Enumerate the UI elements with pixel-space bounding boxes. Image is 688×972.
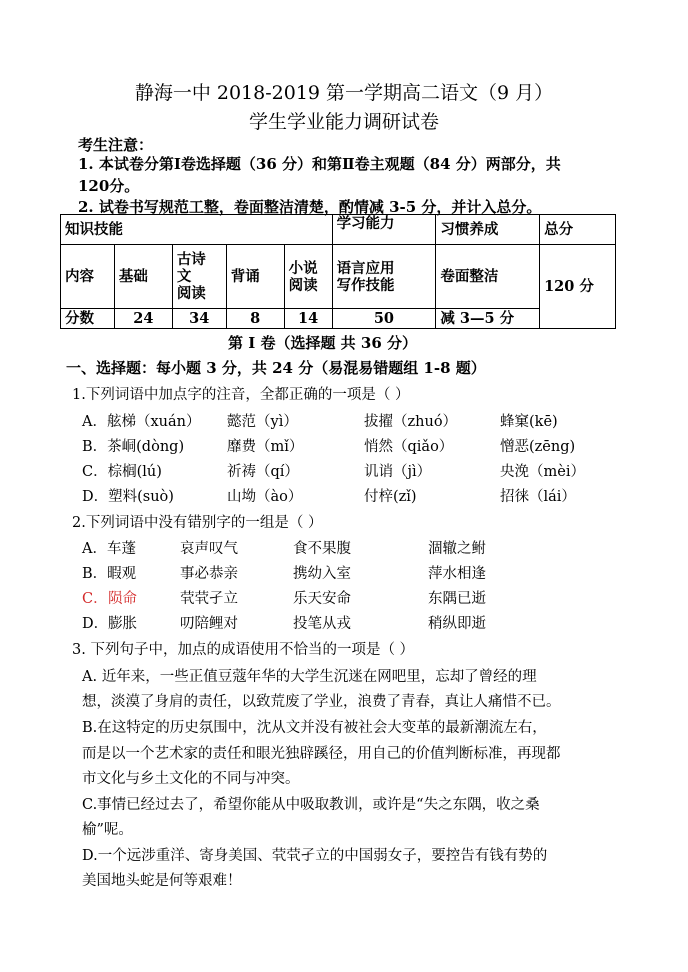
cell-s5: 50 [332, 309, 436, 329]
cell-s4: 14 [284, 309, 332, 329]
cell-juanmian: 卷面整洁 [436, 245, 540, 309]
q2-a-1: A．车蓬 [82, 541, 136, 557]
q1-d-4: 招徕（lái） [500, 489, 576, 505]
cell-beisong: 背诵 [226, 245, 284, 309]
q2-a-2: 哀声叹气 [180, 541, 238, 557]
q2-c-3: 乐天安命 [293, 591, 351, 607]
q2-a-3: 食不果腹 [293, 541, 351, 557]
q2-c-4: 东隅已逝 [428, 591, 486, 607]
q3-d-line1: D.一个远涉重洋、寄身美国、茕茕孑立的中国弱女子，要控告有钱有势的 [82, 848, 548, 864]
q1-a-1: A．舷梯（xuán） [82, 414, 201, 430]
q1-b-1: B．茶峒(dòng) [82, 439, 185, 455]
cell-xuexi: 学习能力 [332, 215, 436, 245]
q1-d-2: 山坳（ào） [227, 489, 303, 505]
cell-xiguan: 习惯养成 [436, 215, 540, 245]
q2-d-2: 叨陪鲤对 [180, 616, 238, 632]
cell-zhishi: 知识技能 [61, 215, 333, 245]
cell-fenshu: 分数 [61, 309, 115, 329]
q3-stem: 3. 下列句子中，加点的成语使用不恰当的一项是（ ） [72, 642, 415, 658]
q2-d-label: D． [82, 616, 109, 632]
q3-b-line1: B.在这特定的历史氛围中，沈从文并没有被社会大变革的最新潮流左右， [82, 720, 547, 736]
notice-1a: 1. 本试卷分第Ⅰ卷选择题（36 分）和第Ⅱ卷主观题（84 分）两部分，共 [78, 155, 561, 173]
q1-d-1: D．塑料(suò) [82, 489, 174, 505]
q2-d-1: 膨胀 [108, 616, 137, 632]
cell-gushi: 古诗 文 阅读 [172, 245, 226, 309]
cell-jichu: 基础 [114, 245, 172, 309]
section1-heading: 一、选择题：每小题 3 分，共 24 分（易混易错题组 1-8 题） [66, 359, 486, 377]
q2-b-4: 萍水相逢 [428, 566, 486, 582]
q1-c-1: C．棕榈(lú) [82, 464, 162, 480]
q1-stem: 1.下列词语中加点字的注音，全都正确的一项是（ ） [72, 387, 410, 403]
q2-stem: 2.下列词语中没有错别字的一组是（ ） [72, 515, 323, 531]
cell-s6: 减 3—5 分 [436, 309, 540, 329]
cell-s2: 34 [172, 309, 226, 329]
score-table [60, 214, 616, 329]
cell-s1: 24 [114, 309, 172, 329]
q2-b-1: B．暇观 [82, 566, 137, 582]
q3-a-line2: 想，淡漠了身肩的责任，以致荒废了学业，浪费了青春，真让人痛惜不已。 [82, 694, 561, 710]
q3-c-line2: 榆”呢。 [82, 822, 133, 838]
q3-c-line1: C.事情已经过去了，希望你能从中吸取教训，或许是“失之东隅，收之桑 [82, 797, 540, 813]
q2-d-4: 稍纵即逝 [428, 616, 486, 632]
q1-a-2: 懿范（yì） [227, 414, 298, 430]
title-line-1: 静海一中 2018-2019 第一学期高二语文（9 月） [134, 82, 554, 104]
cell-s3: 8 [226, 309, 284, 329]
q3-b-line2: 而是以一个艺术家的责任和眼光独辟蹊径，用自己的价值判断标准，再现都 [82, 746, 561, 762]
notice-1b: 120分。 [78, 177, 140, 195]
q2-b-3: 携幼入室 [293, 566, 351, 582]
q1-c-4: 央浼（mèi） [500, 464, 585, 480]
q2-c-2: 茕茕孑立 [180, 591, 238, 607]
q1-d-3: 付梓(zǐ) [364, 489, 417, 505]
title-line-2: 学生学业能力调研试卷 [248, 111, 439, 133]
cell-xiaoshuo: 小说 阅读 [284, 245, 332, 309]
q1-b-3: 悄然（qiǎo） [364, 439, 454, 455]
q3-b-line3: 市文化与乡土文化的不同与冲突。 [82, 771, 300, 787]
q1-a-4: 蜂窠(kē) [500, 414, 558, 430]
q2-a-4: 涸辙之鲋 [428, 541, 486, 557]
notice-2: 2. 试卷书写规范工整，卷面整洁清楚，酌情减 3-5 分，并计入总分。 [78, 198, 542, 216]
q1-a-3: 拔擢（zhuó） [364, 414, 458, 430]
q1-b-2: 靡费（mǐ） [227, 439, 304, 455]
q3-a-line1: A. 近年来，一些正值豆蔻年华的大学生沉迷在网吧里，忘却了曾经的理 [82, 669, 537, 685]
q1-b-4: 憎恶(zēng) [500, 439, 576, 455]
q2-c-1: 陨命 [108, 591, 137, 607]
q2-c-label: C． [82, 591, 108, 607]
notice-heading: 考生注意： [78, 136, 154, 154]
cell-total: 120 分 [540, 245, 616, 329]
part1-heading: 第 Ⅰ 卷（选择题 共 36 分） [228, 334, 418, 352]
cell-zongfen: 总分 [540, 215, 616, 245]
cell-yuyan: 语言应用 写作技能 [332, 245, 436, 309]
q1-c-3: 讥诮（jì） [364, 464, 432, 480]
q3-d-line2: 美国地头蛇是何等艰难！ [82, 873, 242, 889]
q2-d-3: 投笔从戎 [293, 616, 351, 632]
q2-b-2: 事必恭亲 [180, 566, 238, 582]
cell-neirong: 内容 [61, 245, 115, 309]
q1-c-2: 祈祷（qí） [227, 464, 299, 480]
